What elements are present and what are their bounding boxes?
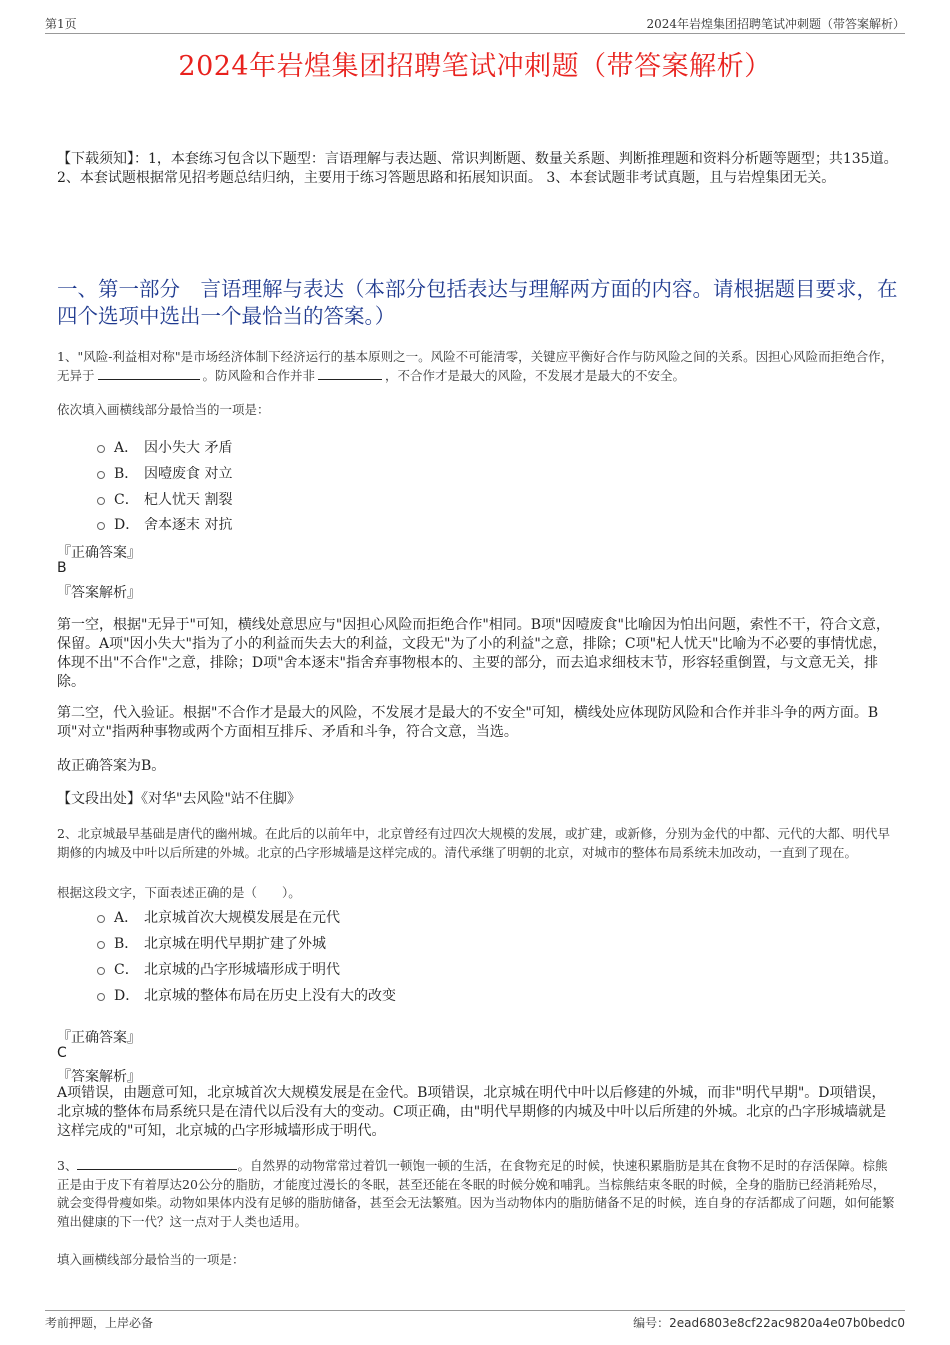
q2-option-a[interactable]: A． 北京城首次大规模发展是在元代 [97, 907, 340, 927]
footer-slogan: 考前押题，上岸必备 [45, 1316, 154, 1330]
radio-icon[interactable] [97, 941, 105, 949]
radio-icon[interactable] [97, 445, 105, 453]
radio-icon[interactable] [97, 522, 105, 530]
question-2-stem: 2、北京城最早基础是唐代的幽州城。在此后的以前年中，北京曾经有过四次大规模的发展，或扩建，或新修，分别为金代的中都、元代的大都、明代早期修的内城及中叶以后所建的外城。北京的凸字形城墙是这样完成的。清代承继了明朝的北京，对城市的整体布局系统未加改动，一直到了现在。 [57, 826, 890, 860]
radio-icon[interactable] [97, 497, 105, 505]
q1-option-b[interactable]: B． 因噎废食 对立 [97, 463, 232, 483]
blank-line [318, 367, 382, 380]
question-3-prompt: 填入画横线部分最恰当的一项是： [57, 1252, 245, 1267]
blank-line [77, 1157, 237, 1170]
q1-option-a[interactable]: A． 因小失大 矛盾 [97, 437, 232, 457]
radio-icon[interactable] [97, 993, 105, 1001]
section-heading: 一、第一部分 言语理解与表达（本部分包括表达与理解两方面的内容。请根据题目要求，在四个选项中选出一个最恰当的答案。） [57, 277, 898, 328]
header-divider [45, 33, 905, 34]
q2-option-c[interactable]: C． 北京城的凸字形城墙形成于明代 [97, 959, 340, 979]
footer-divider [45, 1310, 905, 1311]
radio-icon[interactable] [97, 915, 105, 923]
q1-option-d[interactable]: D． 舍本逐末 对抗 [97, 514, 232, 534]
q1-analysis-paragraph-1: 第一空，根据"无异于"可知，横线处意思应与"因担心风险而拒绝合作"相同。B项"因噎废食"比喻因为怕出问题，索性不干，符合文意，保留。A项"因小失大"指为了小的利益而失去大的利益，文段无"为了小的利益"之意，排除；C项"杞人忧天"比喻为不必要的事情忧虑，体现不出"不合作"之意，排除；D项"舍本逐末"指舍弃事物根本的、主要的部分，而去追求细枝末节，形容轻重倒置，与文意无关，排除。 [57, 617, 890, 690]
q2-answer-label: 『正确答案』 [57, 1030, 141, 1046]
header-page-number: 第1页 [45, 17, 77, 31]
footer-code: 编号：2ead6803e8cf22ac9820a4e07b0bedc0 [633, 1316, 905, 1330]
radio-icon[interactable] [97, 967, 105, 975]
header-doc-title: 2024年岩煌集团招聘笔试冲刺题（带答案解析） [646, 17, 905, 31]
radio-icon[interactable] [97, 471, 105, 479]
q2-option-d[interactable]: D． 北京城的整体布局在历史上没有大的改变 [97, 985, 396, 1005]
download-notice: 【下载须知】：1，本套练习包含以下题型：言语理解与表达题、常识判断题、数量关系题、判断推理题和资料分析题等题型；共135道。 2、本套试题根据常见招考题总结归纳，主要用于练习答题思路和拓展知识面。 3、本套试题非考试真题，且与岩煌集团无关。 [57, 151, 898, 186]
q2-analysis: A项错误，由题意可知，北京城首次大规模发展是在金代。B项错误，北京城在明代中叶以后修建的外城，而非"明代早期"。D项错误，北京城的整体布局系统只是在清代以后没有大的变动。C项正确，由"明代早期修的内城及中叶以后所建的外城。北京的凸字形城墙就是这样完成的"可知，北京城的凸字形城墙形成于明代。 [57, 1085, 887, 1139]
q1-answer-label: 『正确答案』 [57, 545, 141, 561]
q1-analysis-label: 『答案解析』 [57, 585, 141, 601]
q1-conclusion: 故正确答案为B。 [57, 758, 166, 774]
q1-answer: B [57, 560, 67, 576]
q2-analysis-label: 『答案解析』 [57, 1069, 141, 1085]
blank-line [98, 367, 200, 380]
question-3-stem: 3、 。自然界的动物常常过着饥一顿饱一顿的生活，在食物充足的时候，快速积累脂肪是其在食物不足时的存活保障。棕熊正是由于皮下有着厚达20公分的脂肪，才能度过漫长的冬眠，甚至还能在冬眠的时候分娩和哺乳。当棕熊结束冬眠的时候，全身的脂肪已经消耗殆尽，就会变得骨瘦如柴。动物如果体内没有足够的脂肪储备，甚至会无法繁殖。因为当动物体内的脂肪储备不足的时候，连自身的存活都成了问题，如何能繁殖出健康的下一代？这一点对于人类也适用。 [57, 1158, 895, 1229]
question-1-prompt: 依次填入画横线部分最恰当的一项是： [57, 402, 270, 417]
question-2-prompt: 根据这段文字，下面表述正确的是（ ）。 [57, 885, 301, 900]
question-1-stem: 1、"风险-利益相对称"是市场经济体制下经济运行的基本原则之一。风险不可能清零，关键应平衡好合作与防风险之间的关系。因担心风险而拒绝合作，无异于 。防风险和合作并非 ，不合作才是最大的风险，不发展才是最大的不安全。 [57, 349, 894, 383]
q1-analysis-paragraph-2: 第二空，代入验证。根据"不合作才是最大的风险，不发展才是最大的不安全"可知，横线处应体现防风险和合作并非斗争的两方面。B项"对立"指两种事物或两个方面相互排斥、矛盾和斗争，符合文意，当选。 [57, 705, 879, 740]
q1-option-c[interactable]: C． 杞人忧天 割裂 [97, 489, 232, 509]
q2-option-b[interactable]: B． 北京城在明代早期扩建了外城 [97, 933, 326, 953]
q2-answer: C [57, 1045, 67, 1061]
q1-source: 【文段出处】《对华"去风险"站不住脚》 [57, 791, 301, 807]
page-title: 2024年岩煌集团招聘笔试冲刺题（带答案解析） [178, 51, 772, 82]
